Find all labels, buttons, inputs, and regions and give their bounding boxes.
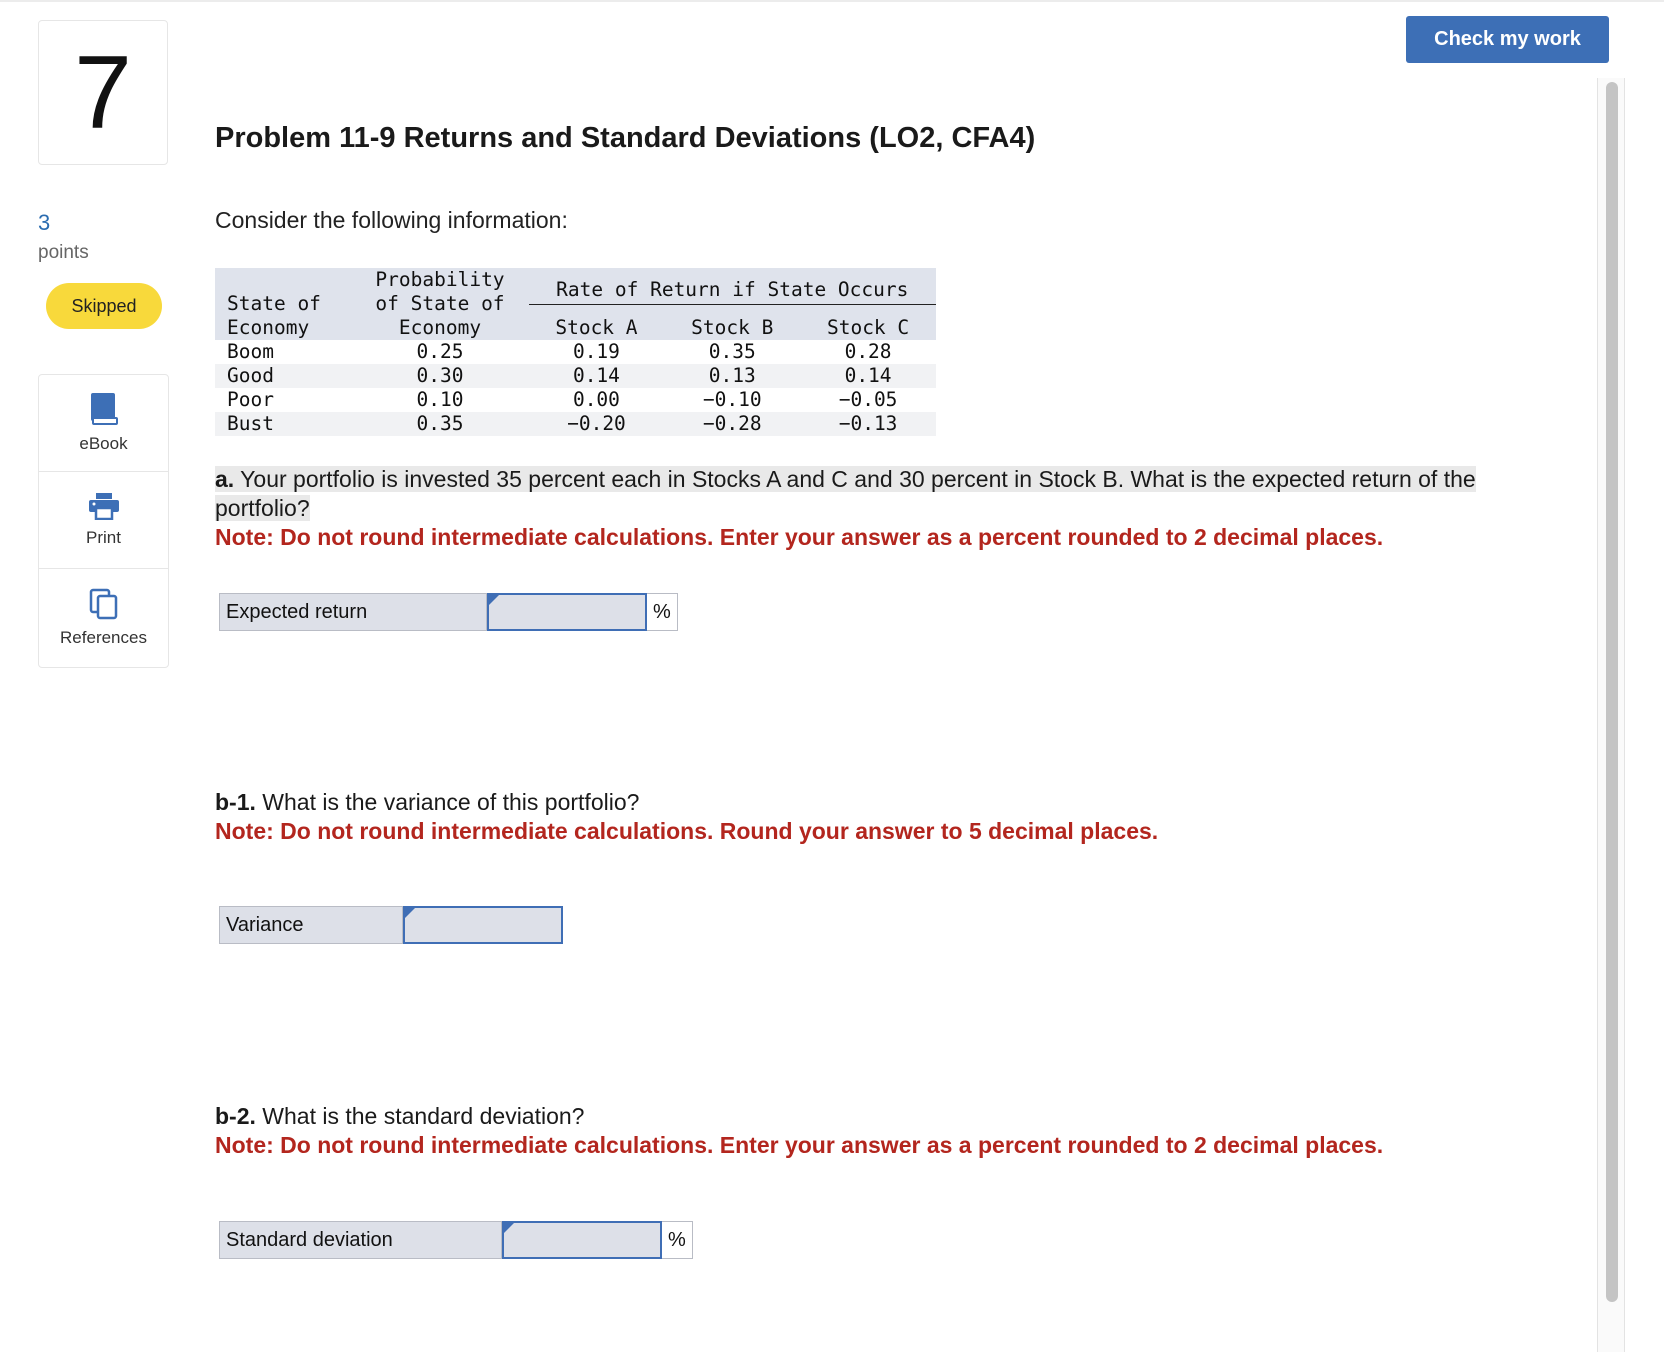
cell-stock-b: 0.13: [708, 364, 756, 387]
references-button[interactable]: [39, 569, 168, 666]
part-b2-answer-row: [219, 1221, 693, 1259]
part-b1-label: b-1.: [215, 789, 256, 815]
table-row: [215, 340, 936, 364]
standard-deviation-input[interactable]: [502, 1221, 662, 1259]
cell-prob: 0.25: [416, 340, 464, 363]
intro-text: Consider the following information:: [215, 207, 568, 233]
header-stock-c: Stock C: [826, 316, 910, 339]
cell-state: Bust: [227, 412, 274, 435]
standard-deviation-label: Standard deviation: [219, 1221, 502, 1259]
header-state-line2: Economy: [227, 316, 310, 339]
expected-return-label: Expected return: [219, 593, 487, 631]
cell-prob: 0.35: [416, 412, 464, 435]
header-state-line1: State of: [227, 292, 321, 315]
cell-prob: 0.10: [416, 388, 464, 411]
ebook-label: eBook: [79, 434, 128, 453]
top-divider: [0, 0, 1664, 2]
book-icon: [90, 392, 118, 426]
cell-state: Good: [227, 364, 274, 387]
print-button[interactable]: [39, 472, 168, 569]
header-probability: [351, 268, 528, 340]
header-stock-a: Stock A: [555, 316, 638, 339]
cell-state: Boom: [227, 340, 274, 363]
printer-icon: [88, 492, 120, 520]
standard-deviation-input-wrap: [502, 1221, 662, 1259]
scrollbar-thumb[interactable]: [1606, 82, 1618, 1302]
expected-return-unit: %: [647, 593, 678, 631]
table-row: [215, 388, 936, 412]
points-value: 3: [38, 210, 51, 235]
print-label: Print: [86, 528, 121, 547]
cell-stock-b: 0.35: [708, 340, 756, 363]
table-header-row: [215, 268, 936, 314]
cell-stock-b: −0.10: [702, 388, 762, 411]
references-label: References: [60, 627, 147, 647]
check-my-work-button[interactable]: Check my work: [1406, 16, 1609, 63]
standard-deviation-unit: %: [662, 1221, 693, 1259]
part-b1-question: [215, 788, 1575, 846]
cell-stock-a: 0.19: [572, 340, 620, 363]
variance-label: Variance: [219, 906, 403, 944]
cell-stock-c: 0.14: [844, 364, 892, 387]
cell-stock-a: 0.00: [572, 388, 620, 411]
cell-stock-a: −0.20: [567, 412, 626, 435]
question-number-box: [38, 20, 168, 165]
cell-stock-c: −0.13: [838, 412, 898, 435]
part-a-prompt: [215, 466, 1476, 521]
header-prob-line3: Economy: [398, 316, 482, 339]
cell-stock-a: 0.14: [572, 364, 620, 387]
variance-input[interactable]: [403, 906, 563, 944]
part-a-question: [215, 465, 1575, 552]
header-rate-group: [529, 268, 936, 314]
part-a-answer-row: [219, 593, 678, 631]
part-a-note: Note: Do not round intermediate calculations. Enter your answer as a percent rounded to 2 decimal places.: [215, 524, 1384, 550]
points-label: points: [38, 242, 89, 263]
header-state: [215, 268, 351, 340]
problem-title: Problem 11-9 Returns and Standard Deviations (LO2, CFA4): [215, 122, 1036, 154]
tool-panel: [38, 374, 169, 668]
header-rate-group-label: Rate of Return if State Occurs: [529, 278, 936, 305]
expected-return-input-wrap: [487, 593, 647, 631]
returns-table: [215, 268, 936, 436]
part-b2-question: [215, 1102, 1575, 1160]
cell-prob: 0.30: [416, 364, 464, 387]
part-b1-note: Note: Do not round intermediate calculations. Round your answer to 5 decimal places.: [215, 818, 1159, 844]
header-prob-line1: Probability: [375, 268, 505, 291]
header-prob-line2: of State of: [375, 292, 505, 315]
part-b2-label: b-2.: [215, 1103, 256, 1129]
scrollbar-track[interactable]: [1597, 78, 1625, 1352]
cell-stock-c: 0.28: [844, 340, 892, 363]
part-a-text: Your portfolio is invested 35 percent each in Stocks A and C and 30 percent in Stock B. What is the expected return of the portfolio?: [215, 466, 1476, 521]
part-b1-text: What is the variance of this portfolio?: [262, 789, 640, 815]
table-row: [215, 412, 936, 436]
part-a-label: a.: [215, 466, 235, 492]
variance-input-wrap: [403, 906, 563, 944]
question-number: 7: [74, 34, 132, 151]
cell-stock-c: −0.05: [838, 388, 898, 411]
part-b2-text: What is the standard deviation?: [262, 1103, 585, 1129]
status-badge: Skipped: [46, 283, 162, 329]
cell-stock-b: −0.28: [702, 412, 762, 435]
references-icon: [89, 588, 119, 620]
header-stock-b: Stock B: [691, 316, 774, 339]
part-b2-note: Note: Do not round intermediate calculations. Enter your answer as a percent rounded to 2 decimal places.: [215, 1132, 1384, 1158]
table-row: [215, 364, 936, 388]
expected-return-input[interactable]: [487, 593, 647, 631]
ebook-button[interactable]: [39, 375, 168, 472]
cell-state: Poor: [227, 388, 274, 411]
part-b1-answer-row: [219, 906, 563, 944]
